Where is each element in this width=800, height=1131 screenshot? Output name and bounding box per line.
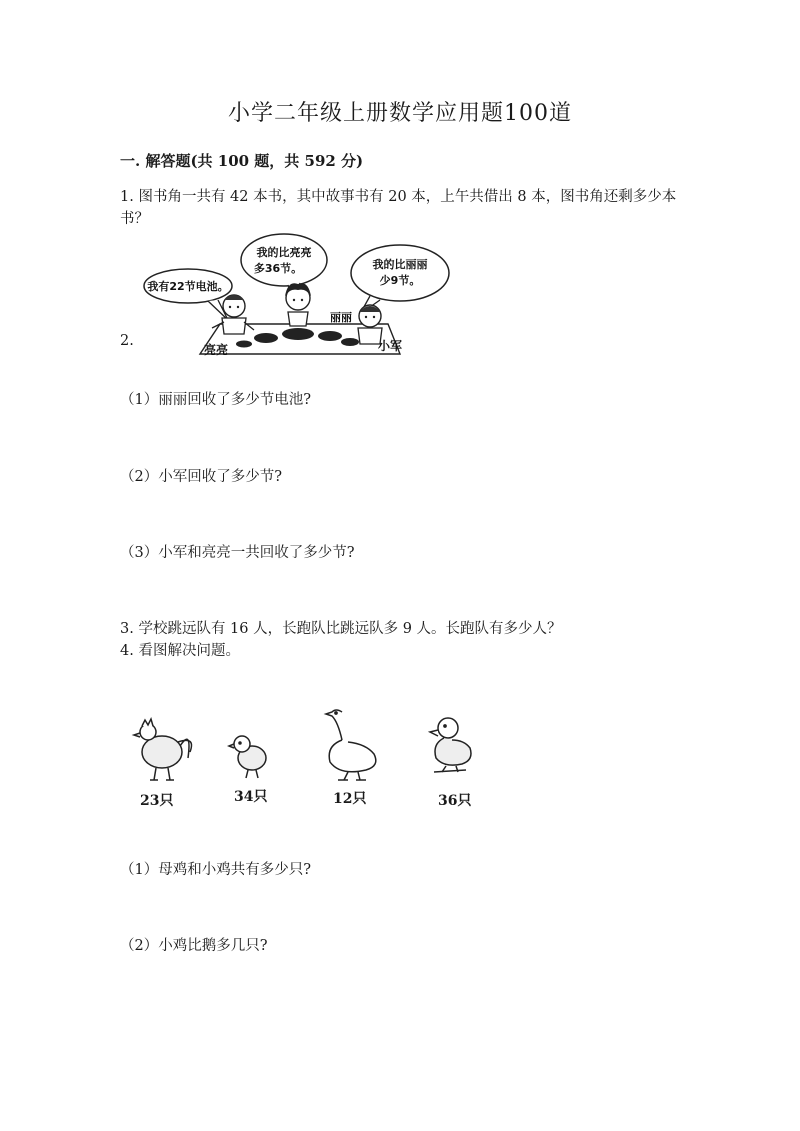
label-liangliang: 亮亮 xyxy=(204,343,229,357)
bubble-middle-line2: 多36节。 xyxy=(253,262,303,275)
speech-bubble-middle xyxy=(241,234,327,286)
question-2-number: 2. xyxy=(120,333,134,349)
question-2-sub-1: （1）丽丽回收了多少节电池? xyxy=(120,392,311,408)
question-3: 3. 学校跳远队有 16 人，长跑队比跳远队多 9 人。长跑队有多少人？ xyxy=(120,621,562,637)
section-heading: 一. 解答题(共 100 题，共 592 分) xyxy=(120,152,364,170)
bubble-right-line1: 我的比丽丽 xyxy=(372,258,428,271)
label-lili: 丽丽 xyxy=(330,311,352,324)
bubble-left-text: 我有22节电池。 xyxy=(147,280,229,293)
goose-icon xyxy=(326,710,376,780)
label-xiaojun: 小军 xyxy=(378,339,403,353)
goose-count-label: 12只 xyxy=(333,791,367,807)
hen-icon xyxy=(134,719,192,780)
question-2-sub-3: （3）小军和亮亮一共回收了多少节? xyxy=(120,545,355,561)
kid-lili-figure xyxy=(285,283,311,326)
speech-bubble-right xyxy=(351,245,449,301)
chick-icon xyxy=(229,736,266,778)
question-4: 4. 看图解决问题。 xyxy=(120,643,240,659)
duck-count-label: 36只 xyxy=(438,793,472,809)
bubble-middle-line1: 我的比亮亮 xyxy=(256,246,312,259)
question-1: 1. 图书角一共有 42 本书，其中故事书有 20 本，上午共借出 8 本，图书角还剩多少本书？ xyxy=(120,189,677,227)
question-2-sub-2: （2）小军回收了多少节? xyxy=(120,469,282,485)
question-4-sub-1: （1）母鸡和小鸡共有多少只? xyxy=(120,862,311,878)
bubble-right-line2: 少9节。 xyxy=(379,274,421,287)
battery-recycling-illustration xyxy=(138,228,458,360)
hen-count-label: 23只 xyxy=(140,793,174,809)
chick-count-label: 34只 xyxy=(234,789,268,805)
duck-icon xyxy=(430,718,471,772)
question-4-sub-2: （2）小鸡比鹅多几只? xyxy=(120,938,268,954)
page-title: 小学二年级上册数学应用题100道 xyxy=(228,101,572,126)
